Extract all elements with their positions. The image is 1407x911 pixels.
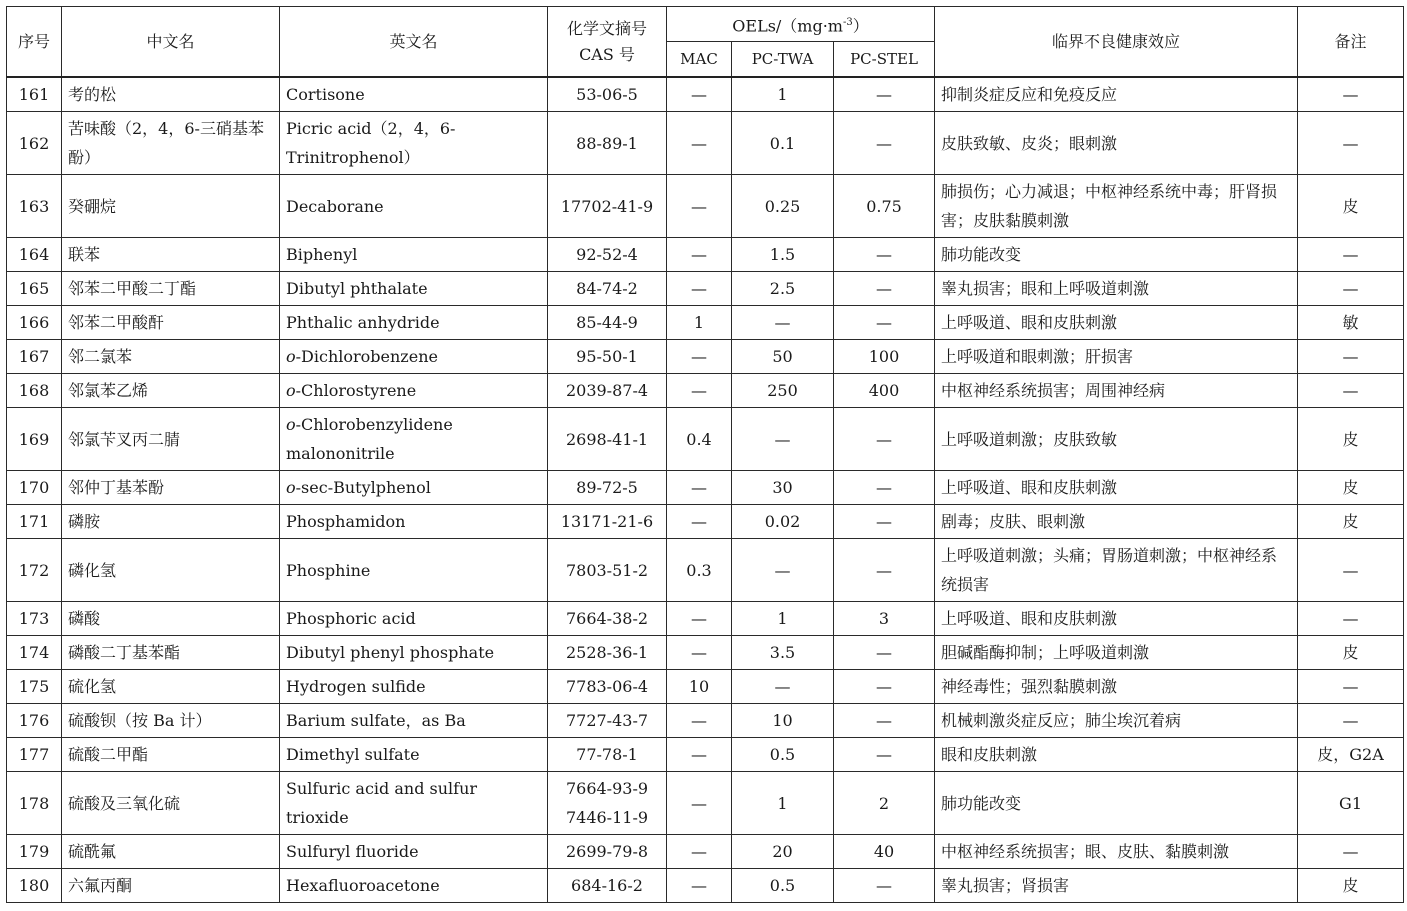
table-row: [7, 869, 1404, 903]
cell-no: 169: [7, 408, 62, 471]
cell-cas: 88-89-1: [548, 112, 667, 175]
cell-mac: 1: [667, 306, 732, 340]
cell-cn: 考的松: [62, 77, 280, 112]
cell-twa: 1: [732, 772, 834, 835]
cell-effect: 剧毒；皮肤、眼刺激: [935, 505, 1298, 539]
table-row: [7, 471, 1404, 505]
table-row: [7, 505, 1404, 539]
cell-no: 165: [7, 272, 62, 306]
cell-effect: 机械刺激炎症反应；肺尘埃沉着病: [935, 704, 1298, 738]
cell-en-prefix: o: [286, 381, 296, 400]
cell-cn: 邻氯苄叉丙二腈: [62, 408, 280, 471]
cell-en: Dimethyl sulfate: [280, 738, 548, 772]
cell-note: —: [1298, 238, 1404, 272]
cell-stel: —: [834, 505, 935, 539]
cell-note: —: [1298, 112, 1404, 175]
cell-cas: 7664-38-2: [548, 602, 667, 636]
cell-en: Phthalic anhydride: [280, 306, 548, 340]
cell-twa: 0.5: [732, 738, 834, 772]
cell-mac: —: [667, 112, 732, 175]
cell-en-text: -sec-Butylphenol: [295, 478, 431, 497]
cell-cas: 95-50-1: [548, 340, 667, 374]
cell-en: Decaborane: [280, 175, 548, 238]
cell-twa: 0.5: [732, 869, 834, 903]
cell-twa: 1.5: [732, 238, 834, 272]
cell-cn: 磷酸: [62, 602, 280, 636]
header-cas-line2: CAS 号: [579, 44, 635, 64]
cell-note: 皮: [1298, 869, 1404, 903]
cell-mac: —: [667, 471, 732, 505]
table-body: [7, 77, 1404, 903]
cell-note: —: [1298, 835, 1404, 869]
cell-stel: 2: [834, 772, 935, 835]
cell-mac: 0.4: [667, 408, 732, 471]
cell-stel: 100: [834, 340, 935, 374]
cell-cas-line2: 7446-11-9: [565, 808, 649, 827]
cell-mac: —: [667, 238, 732, 272]
cell-stel: —: [834, 539, 935, 602]
cell-cn: 邻苯二甲酸二丁酯: [62, 272, 280, 306]
cell-cas: 89-72-5: [548, 471, 667, 505]
header-pcstel: PC-STEL: [834, 42, 935, 78]
cell-effect: 上呼吸道、眼和皮肤刺激: [935, 471, 1298, 505]
cell-no: 176: [7, 704, 62, 738]
cell-twa: 1: [732, 77, 834, 112]
cell-mac: —: [667, 175, 732, 238]
cell-note: —: [1298, 374, 1404, 408]
cell-en: Phosphamidon: [280, 505, 548, 539]
cell-en: Picric acid（2，4，6-Trinitrophenol）: [280, 112, 548, 175]
cell-mac: —: [667, 869, 732, 903]
cell-stel: 3: [834, 602, 935, 636]
cell-twa: —: [732, 539, 834, 602]
cell-mac: —: [667, 738, 732, 772]
cell-twa: 10: [732, 704, 834, 738]
cell-no: 180: [7, 869, 62, 903]
table-row: [7, 306, 1404, 340]
cell-en: Barium sulfate，as Ba: [280, 704, 548, 738]
cell-note: —: [1298, 77, 1404, 112]
cell-en: Sulfuric acid and sulfur trioxide: [280, 772, 548, 835]
cell-cas: 684-16-2: [548, 869, 667, 903]
cell-mac: —: [667, 505, 732, 539]
cell-mac: 10: [667, 670, 732, 704]
cell-stel: —: [834, 77, 935, 112]
cell-twa: 50: [732, 340, 834, 374]
cell-en-line2: malononitrile: [286, 444, 395, 463]
header-oels-sup: -3: [842, 16, 853, 28]
cell-stel: 40: [834, 835, 935, 869]
cell-no: 174: [7, 636, 62, 670]
cell-note: 敏: [1298, 306, 1404, 340]
cell-en: [280, 374, 548, 408]
cell-cn: 邻苯二甲酸酐: [62, 306, 280, 340]
header-cas-line1: 化学文摘号: [566, 18, 647, 38]
cell-effect: 胆碱酯酶抑制；上呼吸道刺激: [935, 636, 1298, 670]
table-row: [7, 602, 1404, 636]
cell-note: —: [1298, 340, 1404, 374]
cell-cn: 苦味酸（2，4，6-三硝基苯酚）: [62, 112, 280, 175]
cell-cn: 邻仲丁基苯酚: [62, 471, 280, 505]
cell-no: 173: [7, 602, 62, 636]
cell-note: 皮: [1298, 505, 1404, 539]
cell-en-prefix: o: [286, 478, 296, 497]
cell-cas: 53-06-5: [548, 77, 667, 112]
cell-en: Biphenyl: [280, 238, 548, 272]
cell-note: 皮: [1298, 408, 1404, 471]
cell-no: 175: [7, 670, 62, 704]
cell-effect: 神经毒性；强烈黏膜刺激: [935, 670, 1298, 704]
header-oels-suffix: ）: [852, 16, 869, 36]
cell-twa: 30: [732, 471, 834, 505]
cell-no: 168: [7, 374, 62, 408]
table-row: [7, 112, 1404, 175]
header-mac: MAC: [667, 42, 732, 78]
cell-mac: —: [667, 77, 732, 112]
table-row: [7, 272, 1404, 306]
cell-note: 皮: [1298, 636, 1404, 670]
cell-mac: —: [667, 374, 732, 408]
cell-cn: 邻氯苯乙烯: [62, 374, 280, 408]
cell-stel: —: [834, 306, 935, 340]
cell-stel: —: [834, 112, 935, 175]
table-row: [7, 704, 1404, 738]
cell-effect: 上呼吸道刺激；头痛；胃肠道刺激；中枢神经系统损害: [935, 539, 1298, 602]
cell-mac: —: [667, 704, 732, 738]
cell-cas: 7783-06-4: [548, 670, 667, 704]
cell-stel: —: [834, 636, 935, 670]
oel-table: [6, 6, 1404, 903]
cell-twa: 250: [732, 374, 834, 408]
cell-effect: 上呼吸道和眼刺激；肝损害: [935, 340, 1298, 374]
table-row: [7, 408, 1404, 471]
cell-en-text: -Dichlorobenzene: [295, 347, 438, 366]
cell-stel: 0.75: [834, 175, 935, 238]
cell-cas: 77-78-1: [548, 738, 667, 772]
cell-twa: —: [732, 306, 834, 340]
cell-effect: 睾丸损害；眼和上呼吸道刺激: [935, 272, 1298, 306]
cell-stel: 400: [834, 374, 935, 408]
table-row: [7, 77, 1404, 112]
cell-effect: 上呼吸道、眼和皮肤刺激: [935, 306, 1298, 340]
cell-stel: —: [834, 272, 935, 306]
cell-cn: 硫酸二甲酯: [62, 738, 280, 772]
cell-no: 171: [7, 505, 62, 539]
table-row: [7, 340, 1404, 374]
cell-no: 178: [7, 772, 62, 835]
header-seq: 序号: [7, 7, 62, 78]
cell-cn: 六氟丙酮: [62, 869, 280, 903]
cell-stel: —: [834, 738, 935, 772]
cell-twa: 0.25: [732, 175, 834, 238]
cell-stel: —: [834, 704, 935, 738]
table-row: [7, 772, 1404, 835]
table-row: [7, 374, 1404, 408]
cell-mac: 0.3: [667, 539, 732, 602]
table-row: [7, 738, 1404, 772]
header-pctwa: PC-TWA: [732, 42, 834, 78]
cell-en: Dibutyl phthalate: [280, 272, 548, 306]
cell-effect: 眼和皮肤刺激: [935, 738, 1298, 772]
cell-no: 172: [7, 539, 62, 602]
cell-note: G1: [1298, 772, 1404, 835]
cell-cas: 7803-51-2: [548, 539, 667, 602]
header-cn-name: 中文名: [62, 7, 280, 78]
cell-effect: 肺功能改变: [935, 238, 1298, 272]
cell-no: 162: [7, 112, 62, 175]
header-oels-prefix: OELs/（mg·m: [732, 16, 843, 36]
cell-stel: —: [834, 238, 935, 272]
cell-note: —: [1298, 670, 1404, 704]
table-row: [7, 835, 1404, 869]
cell-note: 皮，G2A: [1298, 738, 1404, 772]
cell-twa: 0.1: [732, 112, 834, 175]
cell-note: 皮: [1298, 175, 1404, 238]
cell-no: 167: [7, 340, 62, 374]
cell-en: Phosphine: [280, 539, 548, 602]
cell-cn: 邻二氯苯: [62, 340, 280, 374]
cell-cn: 硫酸钡（按 Ba 计）: [62, 704, 280, 738]
cell-en-text: -Chlorostyrene: [295, 381, 417, 400]
cell-cas: 2039-87-4: [548, 374, 667, 408]
cell-cas: 84-74-2: [548, 272, 667, 306]
cell-effect: 肺损伤；心力减退；中枢神经系统中毒；肝肾损害；皮肤黏膜刺激: [935, 175, 1298, 238]
header-oels: [667, 7, 935, 42]
cell-cn: 硫化氢: [62, 670, 280, 704]
cell-cas: 85-44-9: [548, 306, 667, 340]
cell-cas: 2699-79-8: [548, 835, 667, 869]
cell-no: 166: [7, 306, 62, 340]
cell-cn: 联苯: [62, 238, 280, 272]
cell-cas: 7727-43-7: [548, 704, 667, 738]
cell-cas: 13171-21-6: [548, 505, 667, 539]
cell-no: 161: [7, 77, 62, 112]
cell-en: Phosphoric acid: [280, 602, 548, 636]
cell-twa: 20: [732, 835, 834, 869]
cell-note: 皮: [1298, 471, 1404, 505]
cell-twa: 3.5: [732, 636, 834, 670]
cell-effect: 肺功能改变: [935, 772, 1298, 835]
cell-en: [280, 471, 548, 505]
cell-effect: 上呼吸道刺激；皮肤致敏: [935, 408, 1298, 471]
cell-cas-line1: 7664-93-9: [565, 779, 649, 798]
cell-en: Hydrogen sulfide: [280, 670, 548, 704]
cell-cas: 2698-41-1: [548, 408, 667, 471]
cell-stel: —: [834, 670, 935, 704]
cell-effect: 中枢神经系统损害；眼、皮肤、黏膜刺激: [935, 835, 1298, 869]
cell-en-text: -Chlorobenzylidene: [295, 415, 453, 434]
cell-effect: 上呼吸道、眼和皮肤刺激: [935, 602, 1298, 636]
cell-cn: 硫酰氟: [62, 835, 280, 869]
cell-mac: —: [667, 835, 732, 869]
cell-twa: 1: [732, 602, 834, 636]
cell-note: —: [1298, 704, 1404, 738]
header-en-name: 英文名: [280, 7, 548, 78]
cell-cas: 2528-36-1: [548, 636, 667, 670]
cell-twa: —: [732, 670, 834, 704]
cell-effect: 皮肤致敏、皮炎；眼刺激: [935, 112, 1298, 175]
cell-cn: 磷化氢: [62, 539, 280, 602]
cell-no: 164: [7, 238, 62, 272]
cell-no: 177: [7, 738, 62, 772]
cell-stel: —: [834, 471, 935, 505]
cell-en: [280, 340, 548, 374]
header-effect: 临界不良健康效应: [935, 7, 1298, 78]
cell-note: —: [1298, 272, 1404, 306]
table-row: [7, 539, 1404, 602]
table-header: [7, 7, 1404, 78]
cell-effect: 中枢神经系统损害；周围神经病: [935, 374, 1298, 408]
cell-en: Dibutyl phenyl phosphate: [280, 636, 548, 670]
cell-mac: —: [667, 272, 732, 306]
cell-en: Sulfuryl fluoride: [280, 835, 548, 869]
cell-cn: 磷酸二丁基苯酯: [62, 636, 280, 670]
cell-mac: —: [667, 772, 732, 835]
cell-twa: —: [732, 408, 834, 471]
table-row: [7, 670, 1404, 704]
cell-twa: 2.5: [732, 272, 834, 306]
cell-no: 179: [7, 835, 62, 869]
cell-cn: 癸硼烷: [62, 175, 280, 238]
cell-en: Cortisone: [280, 77, 548, 112]
cell-cas: 92-52-4: [548, 238, 667, 272]
cell-en-line1: [286, 410, 541, 439]
cell-effect: 睾丸损害；肾损害: [935, 869, 1298, 903]
header-note: 备注: [1298, 7, 1404, 78]
header-cas: [548, 7, 667, 78]
cell-twa: 0.02: [732, 505, 834, 539]
cell-cn: 磷胺: [62, 505, 280, 539]
cell-stel: —: [834, 869, 935, 903]
cell-mac: —: [667, 636, 732, 670]
cell-no: 170: [7, 471, 62, 505]
cell-effect: 抑制炎症反应和免疫反应: [935, 77, 1298, 112]
cell-cas: 17702-41-9: [548, 175, 667, 238]
cell-note: —: [1298, 539, 1404, 602]
cell-cas: [548, 772, 667, 835]
cell-no: 163: [7, 175, 62, 238]
cell-stel: —: [834, 408, 935, 471]
cell-en: [280, 408, 548, 471]
cell-en-prefix: o: [286, 347, 296, 366]
cell-en-prefix: o: [286, 415, 296, 434]
cell-note: —: [1298, 602, 1404, 636]
cell-en: Hexafluoroacetone: [280, 869, 548, 903]
table-row: [7, 636, 1404, 670]
table-row: [7, 175, 1404, 238]
table-row: [7, 238, 1404, 272]
cell-mac: —: [667, 340, 732, 374]
cell-cn: 硫酸及三氧化硫: [62, 772, 280, 835]
cell-mac: —: [667, 602, 732, 636]
